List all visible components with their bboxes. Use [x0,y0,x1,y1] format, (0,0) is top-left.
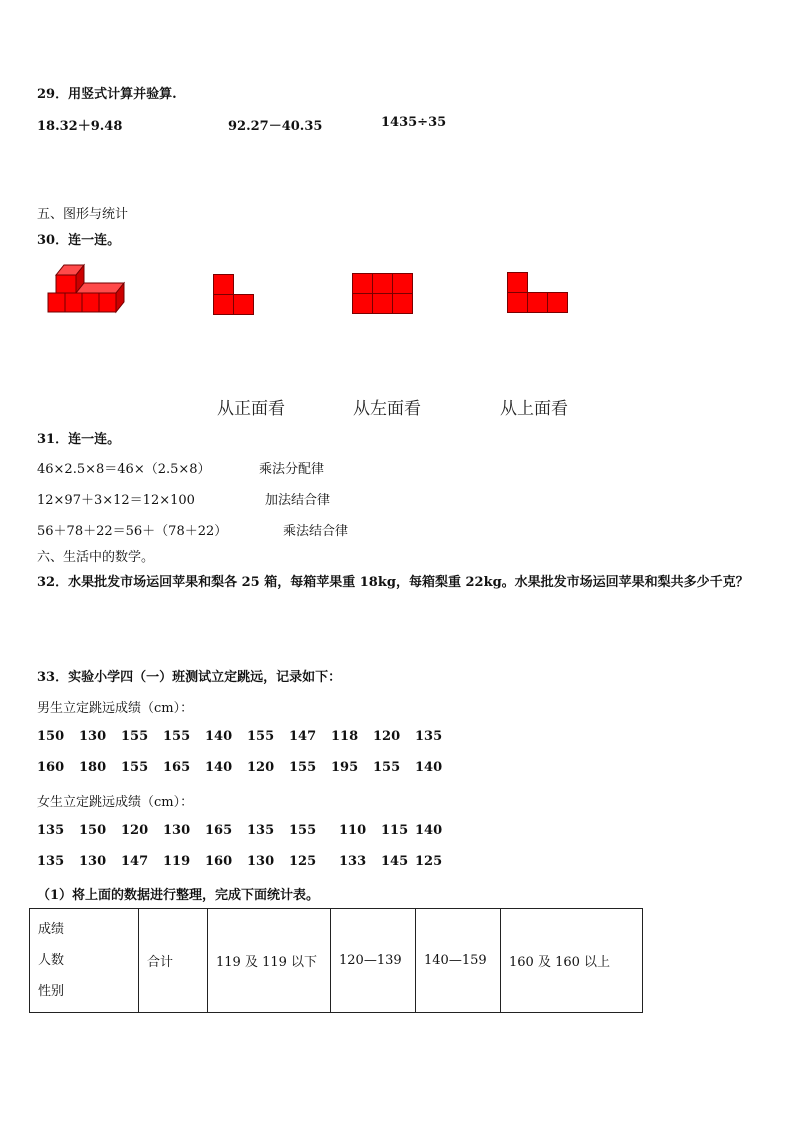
q31-title: 31．连一连。 [37,432,121,447]
q31-equation-1: 46×2.5×8＝46×（2.5×8） [37,462,211,477]
table-row [30,909,643,1013]
q33-title: 33．实验小学四（一）班测试立定跳远，记录如下： [37,670,342,685]
score: 160 [37,760,65,775]
score: 155 [373,760,401,775]
score: 147 [289,729,317,744]
score: 115 [381,823,409,838]
score: 130 [79,729,107,744]
score: 135 [37,823,65,838]
q29-item-2: 92.27－40.35 [228,119,323,134]
score: 140 [205,729,233,744]
score: 130 [247,854,275,869]
column-header-120-139: 120—139 [331,909,416,1013]
q33-sub1: （1）将上面的数据进行整理，完成下面统计表。 [37,888,320,903]
header-line-count: 人数 [38,953,65,968]
score: 155 [121,760,149,775]
boys-label: 男生立定跳远成绩（cm）： [37,701,194,716]
cube-stack-3d-figure [46,262,126,324]
view-figure-rectangle-2x3 [352,273,414,315]
score: 120 [373,729,401,744]
view-label-top: 从上面看 [500,399,568,419]
q31-law-2: 加法结合律 [265,493,331,508]
q31-equation-3: 56＋78＋22＝56＋（78＋22） [37,524,228,539]
score: 155 [163,729,191,744]
score: 140 [205,760,233,775]
score: 155 [247,729,275,744]
score: 110 [339,823,367,838]
table-header-diagonal-cell [30,909,139,1013]
header-line-gender: 性别 [38,984,65,999]
q32-text: 32．水果批发市场运回苹果和梨各 25 箱，每箱苹果重 18kg，每箱梨重 22kg。水果批发市场运回苹果和梨共多少千克？ [37,575,749,590]
view-figure-long-l-shape [507,272,569,314]
score: 130 [79,854,107,869]
q31-law-3: 乘法结合律 [283,524,349,539]
score: 125 [289,854,317,869]
score: 180 [79,760,107,775]
score: 155 [121,729,149,744]
score: 118 [331,729,359,744]
column-header-total: 合计 [139,909,208,1013]
score: 120 [247,760,275,775]
score: 130 [163,823,191,838]
score: 135 [37,854,65,869]
q29-item-3: 1435÷35 [381,115,447,130]
score: 195 [331,760,359,775]
score: 150 [79,823,107,838]
score: 155 [289,823,317,838]
q31-law-1: 乘法分配律 [259,462,325,477]
score: 140 [415,760,443,775]
statistics-table [29,908,643,1013]
score: 145 [381,854,409,869]
score: 160 [205,854,233,869]
column-header-160-above: 160 及 160 以上 [501,909,643,1013]
view-label-left: 从左面看 [353,399,421,419]
column-header-119-below: 119 及 119 以下 [208,909,331,1013]
section-6-heading: 六、生活中的数学。 [37,550,155,565]
q30-title: 30．连一连。 [37,233,121,248]
score: 125 [415,854,443,869]
q29-item-1: 18.32＋9.48 [37,119,123,134]
score: 155 [289,760,317,775]
header-line-score: 成绩 [38,922,65,937]
score: 147 [121,854,149,869]
score: 150 [37,729,65,744]
q31-equation-2: 12×97＋3×12＝12×100 [37,493,195,508]
score: 120 [121,823,149,838]
view-figure-l-shape [213,274,255,316]
score: 165 [163,760,191,775]
girls-label: 女生立定跳远成绩（cm）： [37,795,194,810]
score: 133 [339,854,367,869]
q29-title: 29．用竖式计算并验算. [37,87,177,102]
score: 119 [163,854,191,869]
score: 165 [205,823,233,838]
section-5-heading: 五、图形与统计 [37,207,129,222]
view-label-front: 从正面看 [217,399,285,419]
score: 135 [415,729,443,744]
score: 135 [247,823,275,838]
score: 140 [415,823,443,838]
column-header-140-159: 140—159 [416,909,501,1013]
